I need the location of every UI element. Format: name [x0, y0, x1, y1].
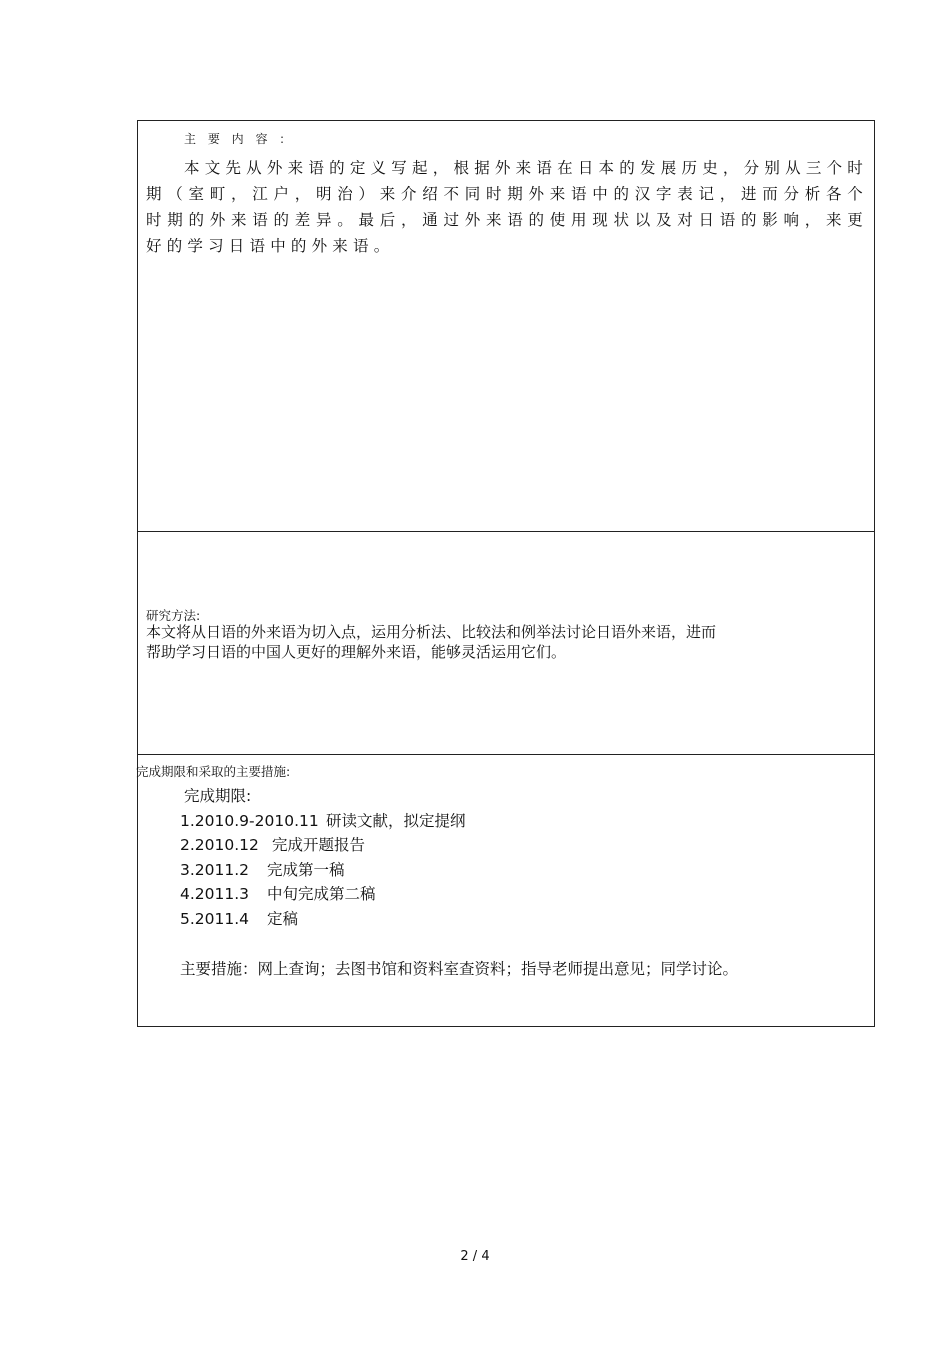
item-date: 4.2011.3	[180, 885, 250, 903]
list-item	[180, 833, 466, 858]
list-item	[180, 907, 466, 932]
plan-label: 完成期限和采取的主要措施:	[136, 764, 291, 779]
proposal-table	[137, 120, 875, 1027]
list-item	[180, 882, 466, 907]
main-measures: 主要措施：网上查询；去图书馆和资料室查资料；指导老师提出意见；同学讨论。	[180, 960, 739, 978]
research-method-body	[146, 622, 846, 662]
list-item	[180, 858, 466, 883]
page-number: 2 / 4	[460, 1249, 490, 1264]
item-task: 完成第一稿	[267, 860, 345, 879]
plan-cell	[138, 755, 874, 1026]
deadline-title: 完成期限:	[184, 787, 252, 805]
research-method-line-1: 本文将从日语的外来语为切入点，运用分析法、比较法和例举法讨论日语外来语，进而	[146, 623, 717, 641]
item-date: 3.2011.2	[180, 860, 250, 879]
research-method-cell	[138, 532, 874, 755]
research-method-line-2: 帮助学习日语的中国人更好的理解外来语，能够灵活运用它们。	[146, 643, 567, 661]
item-task: 定稿	[267, 909, 299, 928]
item-date: 5.2011.4	[180, 909, 250, 928]
main-content-body	[146, 155, 868, 259]
item-date: 1.2010.9-2010.11	[180, 811, 319, 830]
deadline-list	[180, 784, 466, 931]
research-method-label: 研究方法:	[146, 608, 201, 623]
item-task: 完成开题报告	[272, 836, 366, 854]
item-task: 中旬完成第二稿	[267, 885, 376, 903]
main-content-text: 本文先从外来语的定义写起，根据外来语在日本的发展历史，分别从三个时期（室町，江户，明治）来介绍不同时期外来语中的汉字表记，进而分析各个时期的外来语的差异。最后，通过外来语的使用现状以及对日语的影响，来更好的学习日语中的外来语。	[146, 159, 868, 255]
main-content-cell	[138, 121, 874, 532]
item-date: 2.2010.12	[180, 836, 259, 854]
list-item	[180, 809, 466, 834]
main-content-label: 主 要 内 容 ：	[184, 132, 296, 146]
item-task: 研读文献，拟定提纲	[326, 811, 466, 830]
